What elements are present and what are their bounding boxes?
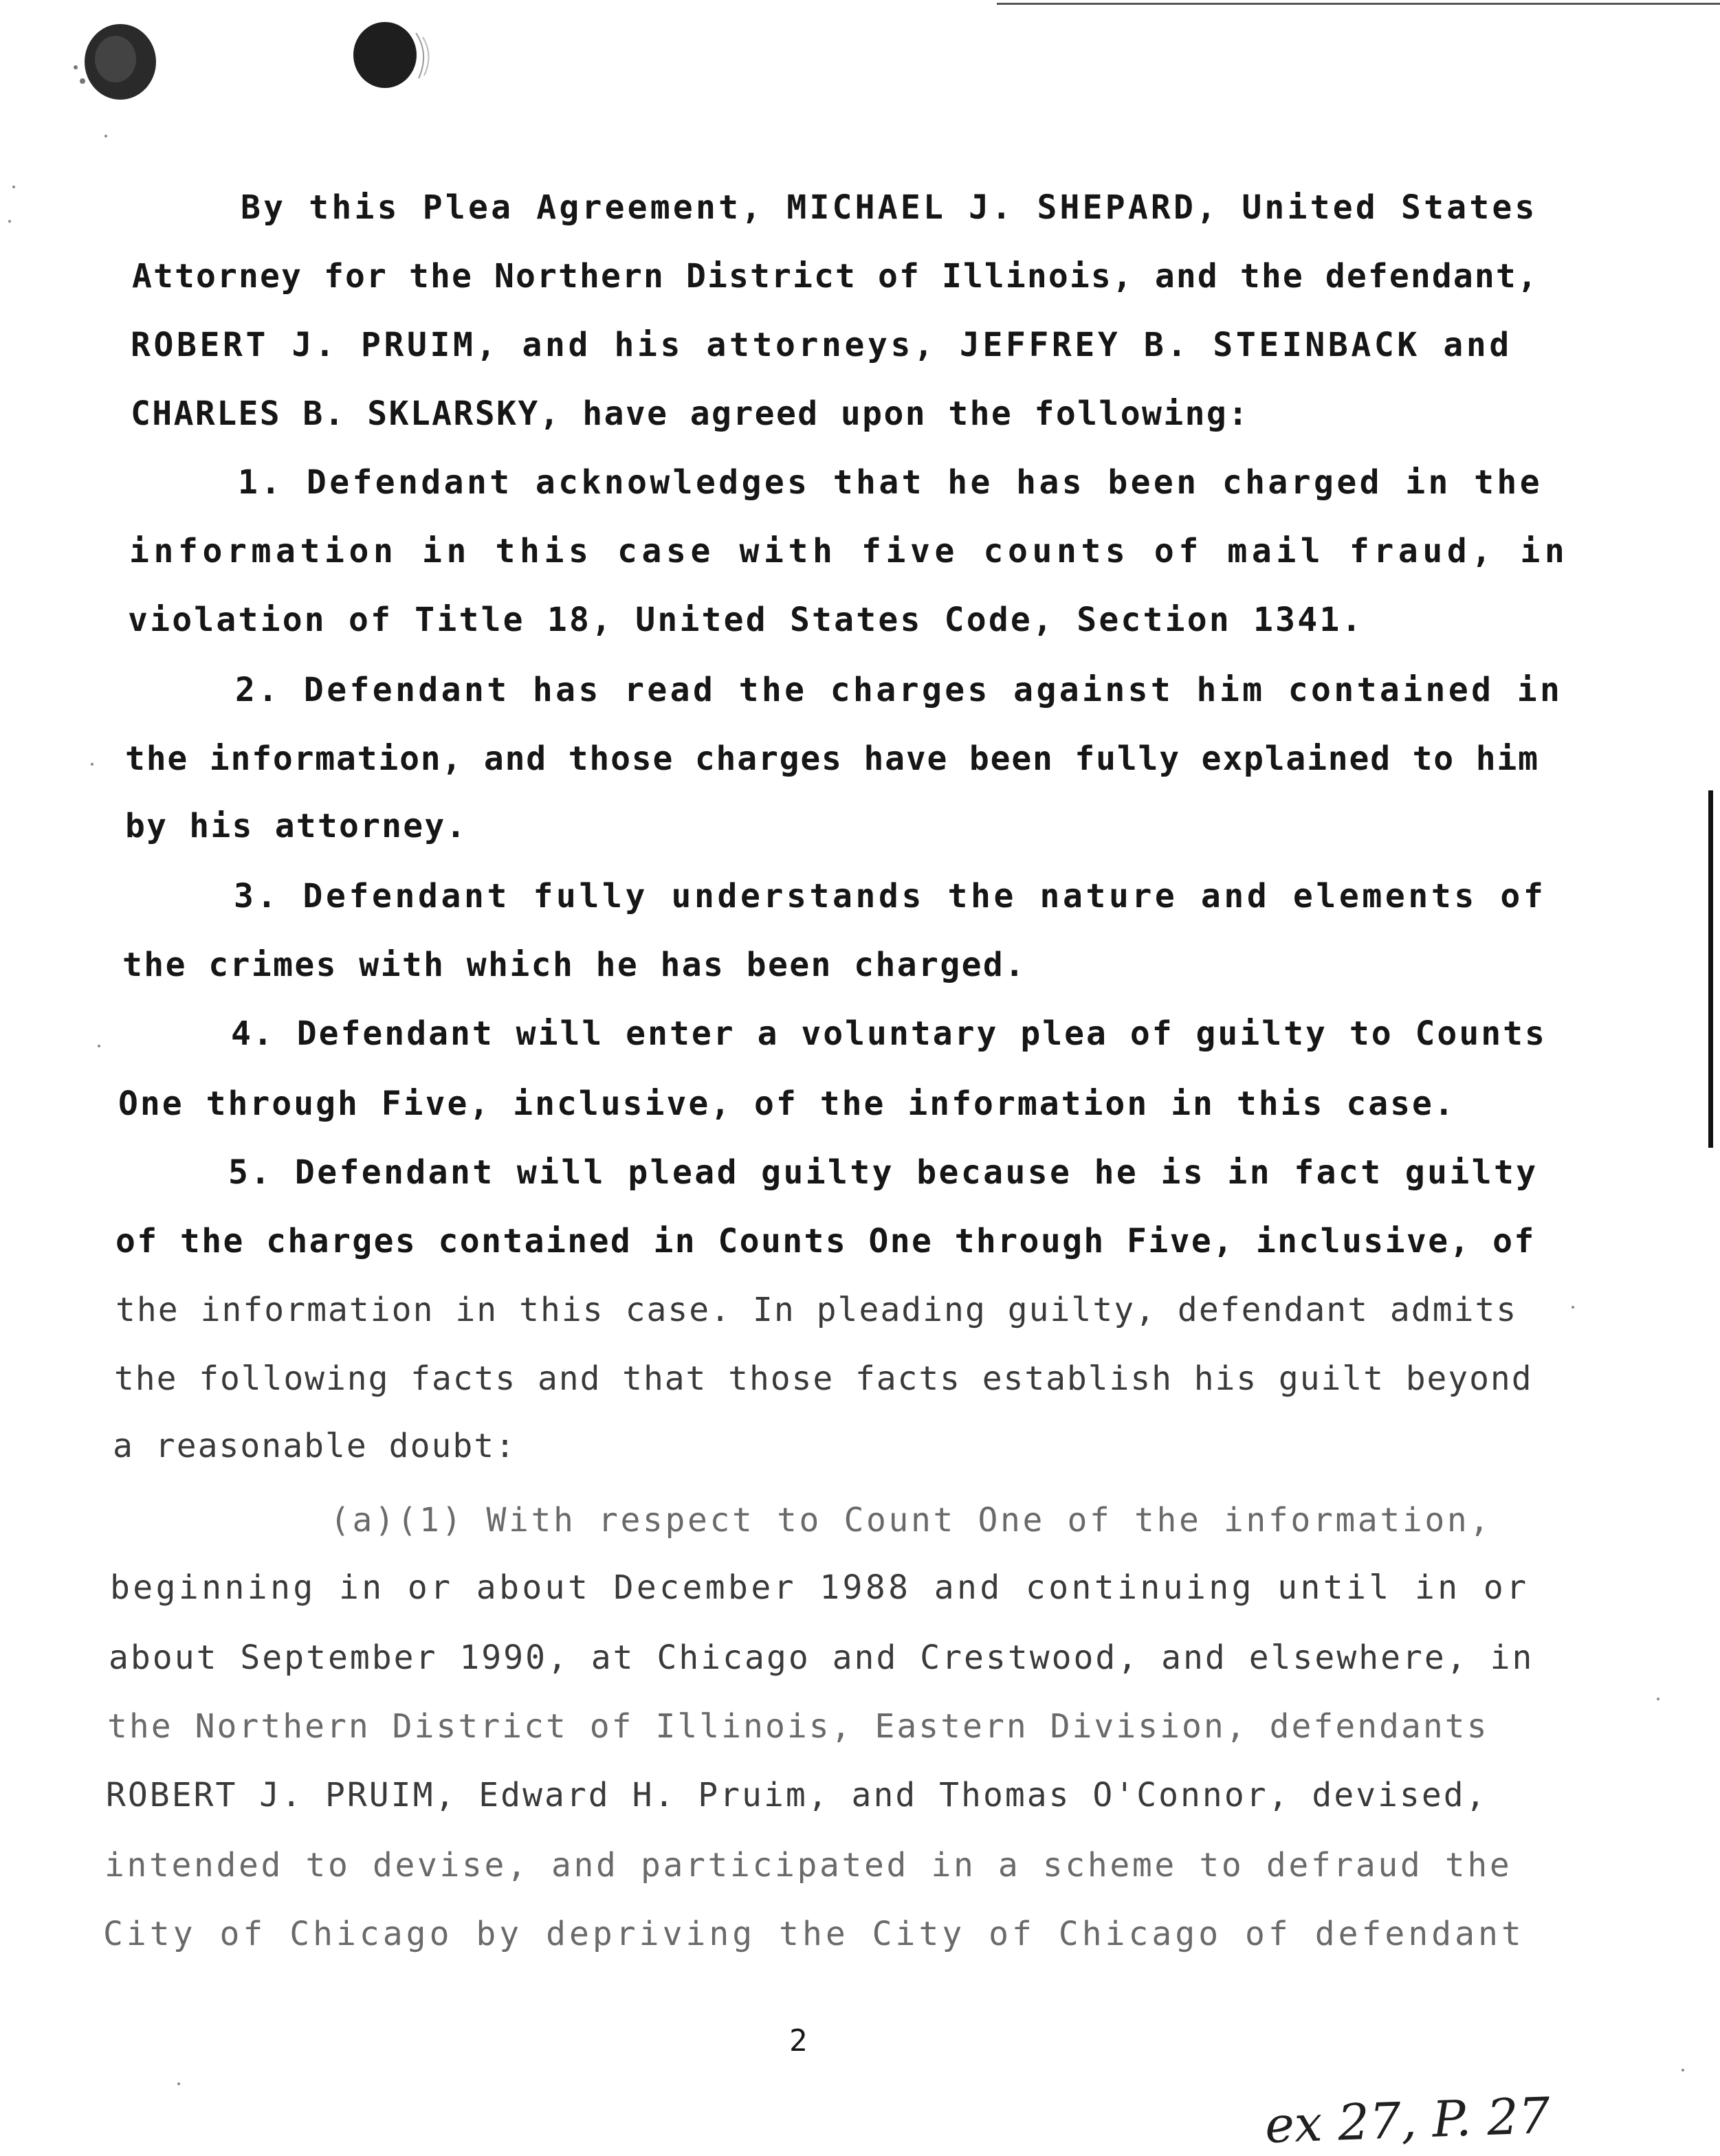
scan-speck xyxy=(177,2082,180,2085)
text-line: City of Chicago by depriving the City of Chicago of defendant xyxy=(103,1915,1525,1953)
text-line: ROBERT J. PRUIM, Edward H. Pruim, and Thomas O'Connor, devised, xyxy=(106,1776,1488,1814)
text-line: the Northern District of Illinois, Eastern Division, defendants xyxy=(107,1707,1489,1746)
scan-speck xyxy=(98,1045,100,1047)
text-line: CHARLES B. SKLARSKY, have agreed upon the following: xyxy=(131,394,1250,433)
text-line: (a)(1) With respect to Count One of the information, xyxy=(330,1501,1492,1540)
text-line: 3. Defendant fully understands the nature and elements of xyxy=(234,877,1547,915)
text-line: 1. Defendant acknowledges that he has been charged in the xyxy=(238,463,1543,502)
scan-speck xyxy=(1682,2069,1684,2071)
text-line: of the charges contained in Counts One through Five, inclusive, of xyxy=(115,1222,1536,1260)
scan-speck xyxy=(12,186,15,188)
text-line: information in this case with five counts of mail fraud, in xyxy=(129,532,1569,570)
text-line: ROBERT J. PRUIM, and his attorneys, JEFFREY B. STEINBACK and xyxy=(131,326,1512,364)
punch-hole-left-icon xyxy=(69,19,165,109)
scan-speck xyxy=(91,763,93,766)
text-line: by his attorney. xyxy=(125,807,467,845)
text-line: beginning in or about December 1988 and continuing until in or xyxy=(110,1568,1530,1607)
text-line: the following facts and that those facts establish his guilt beyond xyxy=(114,1359,1533,1398)
handwritten-exhibit-note: ex 27, P. 27 xyxy=(1264,2086,1552,2155)
text-line: Attorney for the Northern District of Illinois, and the defendant, xyxy=(132,257,1539,296)
scan-speck xyxy=(1572,1306,1574,1309)
text-line: intended to devise, and participated in a scheme to defraud the xyxy=(104,1846,1512,1885)
text-line: 2. Defendant has read the charges against him contained in xyxy=(235,671,1563,709)
margin-bar xyxy=(1708,790,1713,1148)
text-line: violation of Title 18, United States Code, Section 1341. xyxy=(128,601,1364,639)
text-line: the information in this case. In pleading guilty, defendant admits xyxy=(115,1291,1518,1329)
text-line: the crimes with which he has been charged. xyxy=(122,946,1026,984)
scan-speck xyxy=(104,135,107,137)
page-number: 2 xyxy=(789,2023,808,2058)
top-edge-rule xyxy=(997,3,1720,5)
text-line: a reasonable doubt: xyxy=(113,1427,517,1465)
punch-hole-right-icon xyxy=(347,19,437,95)
text-line: One through Five, inclusive, of the information in this case. xyxy=(118,1085,1456,1123)
scan-speck xyxy=(1657,1698,1660,1700)
scan-speck xyxy=(8,220,11,223)
text-line: By this Plea Agreement, MICHAEL J. SHEPARD, United States xyxy=(241,188,1538,227)
text-line: 5. Defendant will plead guilty because he is in fact guilty xyxy=(228,1153,1539,1192)
text-line: the information, and those charges have been fully explained to him xyxy=(125,740,1539,778)
text-line: about September 1990, at Chicago and Crestwood, and elsewhere, in xyxy=(109,1638,1534,1677)
text-line: 4. Defendant will enter a voluntary plea of guilty to Counts xyxy=(231,1014,1547,1053)
